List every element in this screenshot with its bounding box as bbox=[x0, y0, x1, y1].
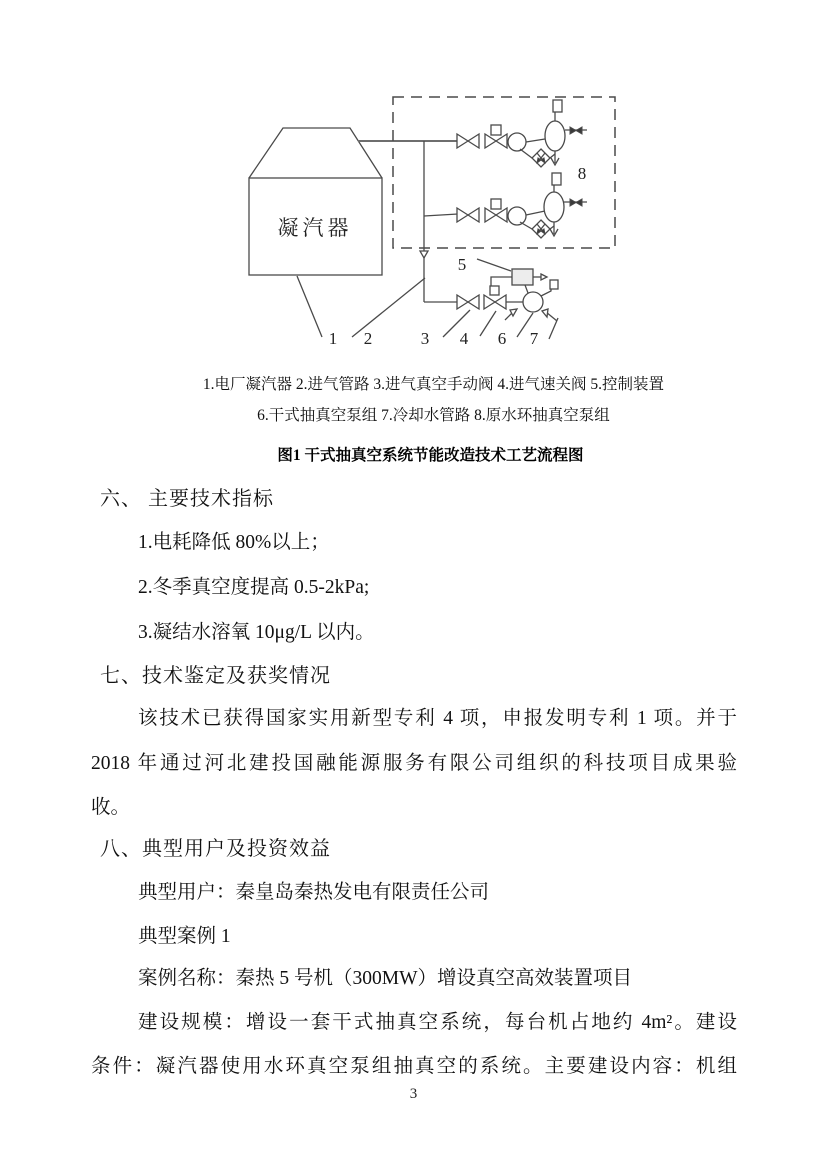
part-number-8: 8 bbox=[577, 164, 587, 183]
cooling-out-arrow-icon bbox=[542, 309, 548, 317]
section7-line3: 收。 bbox=[91, 797, 131, 818]
flow-arrow-icon bbox=[420, 251, 428, 258]
condenser bbox=[249, 128, 382, 275]
section6-item1: 1.电耗降低 80%以上； bbox=[138, 532, 330, 553]
section8-typical-user: 典型用户：秦皇岛秦热发电有限责任公司 bbox=[138, 882, 490, 903]
part-number-5: 5 bbox=[457, 255, 467, 274]
manual-valve-icon bbox=[457, 295, 479, 309]
water-ring-train-1 bbox=[457, 100, 587, 167]
figure-legend-line2: 6.干式抽真空泵组 7.冷却水管路 8.原水环抽真空泵组 bbox=[257, 407, 610, 424]
pump-icon bbox=[508, 133, 526, 151]
section6-item2: 2.冬季真空度提高 0.5-2kPa; bbox=[138, 577, 370, 598]
condenser-label: 凝汽器 bbox=[277, 216, 353, 240]
part-number-3: 3 bbox=[420, 329, 430, 348]
part-number-2: 2 bbox=[363, 329, 373, 348]
section7-line2: 2018 年通过河北建投国融能源服务有限公司组织的科技项目成果验 bbox=[91, 753, 737, 774]
figure-caption: 图1 干式抽真空系统节能改造技术工艺流程图 bbox=[277, 447, 584, 464]
part-number-7: 7 bbox=[529, 329, 539, 348]
section8-heading: 八、典型用户及投资效益 bbox=[100, 838, 331, 860]
figure-legend-line1: 1.电厂凝汽器 2.进气管路 3.进气真空手动阀 4.进气速关阀 5.控制装置 bbox=[202, 376, 665, 393]
pump-icon bbox=[508, 207, 526, 225]
section8-case-name: 案例名称：秦热 5 号机（300MW）增设真空高效装置项目 bbox=[138, 968, 632, 989]
section8-scale-line: 建设规模：增设一套干式抽真空系统，每台机占地约 4m²。建设 bbox=[138, 1012, 737, 1033]
dry-pump-icon bbox=[523, 292, 543, 312]
part-number-6: 6 bbox=[497, 329, 507, 348]
quick-valve-icon bbox=[484, 295, 506, 309]
separator-vessel bbox=[544, 192, 564, 222]
part-number-4: 4 bbox=[459, 329, 469, 348]
section6-item3: 3.凝结水溶氧 10μg/L 以内。 bbox=[138, 622, 375, 643]
section8-condition-line: 条件：凝汽器使用水环真空泵组抽真空的系统。主要建设内容：机组 bbox=[91, 1056, 737, 1077]
separator-vessel bbox=[545, 121, 565, 151]
part-number-1: 1 bbox=[328, 329, 338, 348]
section7-heading: 七、技术鉴定及获奖情况 bbox=[100, 665, 331, 687]
control-device bbox=[512, 269, 533, 285]
cooling-in-arrow-icon bbox=[510, 309, 517, 316]
page-number: 3 bbox=[409, 1086, 418, 1102]
dry-vacuum-train bbox=[457, 269, 558, 321]
section6-heading: 六、 主要技术指标 bbox=[100, 488, 274, 510]
process-flow-diagram bbox=[0, 0, 827, 360]
water-ring-train-2 bbox=[457, 173, 587, 238]
section7-line1: 该技术已获得国家实用新型专利 4 项，申报发明专利 1 项。并于 bbox=[138, 708, 737, 729]
section8-typical-case: 典型案例 1 bbox=[138, 926, 231, 947]
